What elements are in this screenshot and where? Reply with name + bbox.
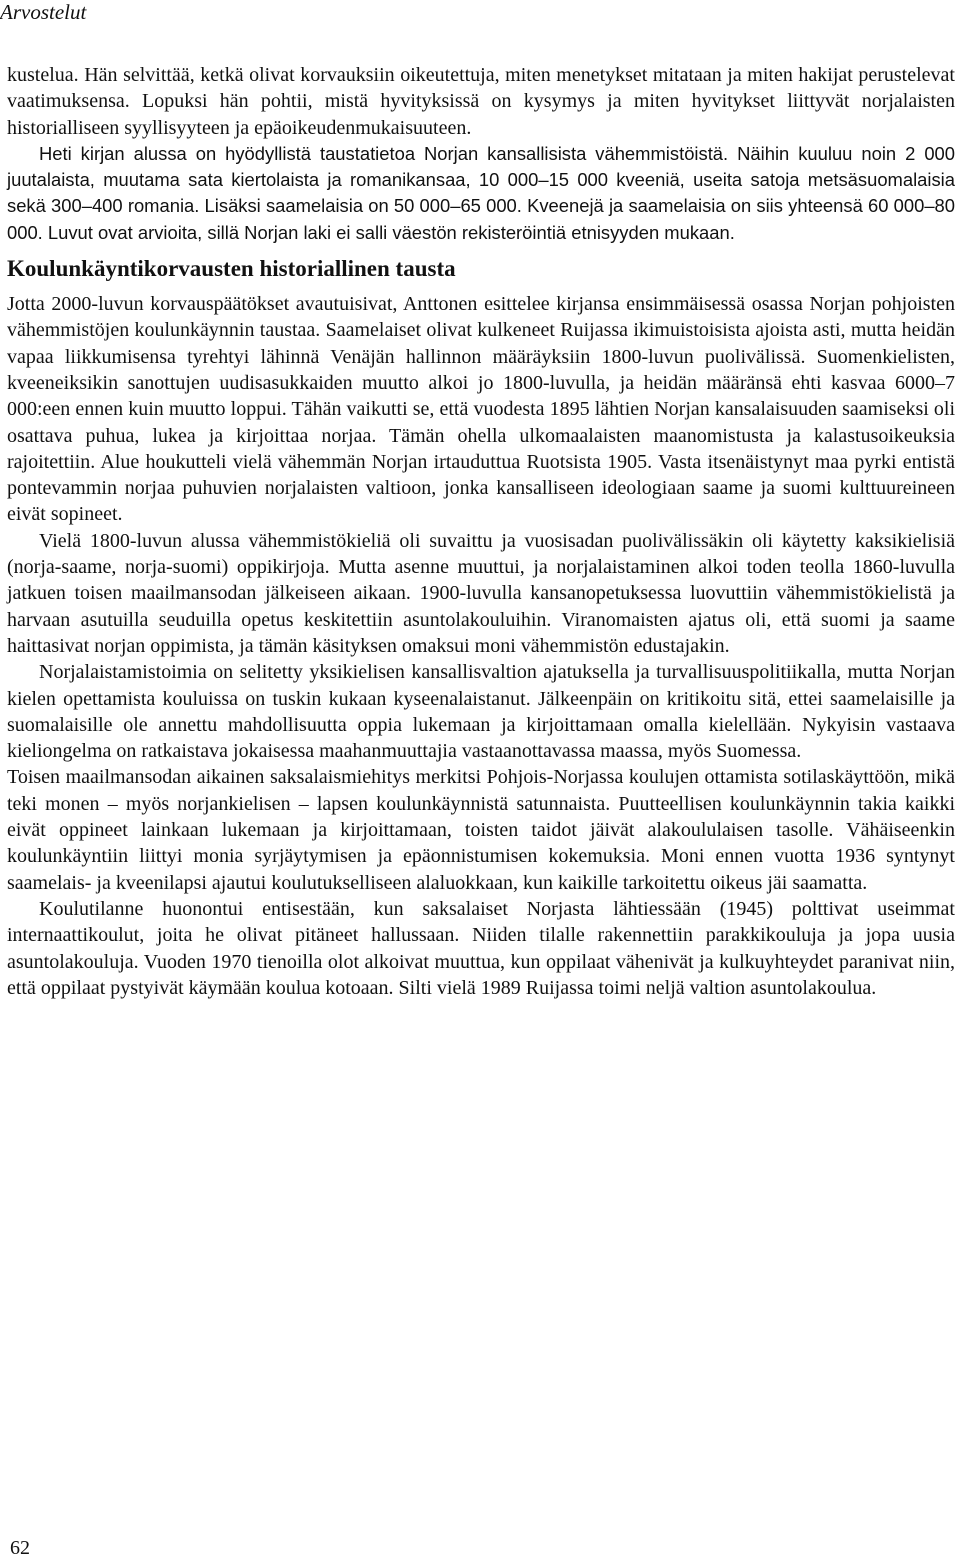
running-header: Arvostelut xyxy=(0,0,87,24)
page-number: 62 xyxy=(10,1537,30,1559)
body-paragraph: Heti kirjan alussa on hyödyllistä taustatietoa Norjan kansallisista vähemmistöistä. Näihin kuuluu noin 2 000 juutalaista, muutama sata kiertolaista ja romanikansaa, 10 000–15 000 kveeniä, useita satoja metsäsuomalaisia sekä 300–400 romania. Lisäksi saamelaisia on 50 000–65 000. Kveenejä ja saamelaisia on siis yhteensä 60 000–80 000. Luvut ovat arvioita, sillä Norjan laki ei salli väestön rekisteröintiä etnisyyden mukaan. xyxy=(7,142,955,243)
body-paragraph: Norjalaistamistoimia on selitetty yksikielisen kansallisvaltion ajatuksella ja turvallisuuspolitiikalla, mutta Norjan kielen opettamista kouluissa on tuskin kukaan kyseenalaistanut. Jälkeenpäin on kritikoitu sitä, ettei saamelaisille ja suomalaisille ole annettu mahdollisuutta oppia lukemaan ja kirjoittamaan omalla kielellään. Nykyisin vastaava kieliongelma on ratkaistava jokaisessa maahanmuuttajia vastaanottavassa maassa, myös Suomessa. xyxy=(7,661,955,763)
article-body xyxy=(7,62,955,1001)
body-paragraph: Toisen maailmansodan aikainen saksalaismiehitys merkitsi Pohjois-Norjassa koulujen ottamista sotilaskäyttöön, mikä teki monen – myös norjankielisen – lapsen koulunkäynnistä satunnaista. Puutteellisen koulunkäynnin takia kaikki eivät oppineet lainkaan lukemaan ja kirjoittamaan, toisten taidot jäivät alakoululaisen tasolle. Vähäiseenkin koulunkäyntiin liittyi monia syrjäytymisen ja epäonnistumisen kokemuksia. Moni ennen vuotta 1936 syntynyt saamelais- ja kveenilapsi ajautui koulutukselliseen alaluokkaan, kun kaikille tarkoitettu oikeus jäi saamatta. xyxy=(7,766,955,894)
section-heading: Koulunkäyntikorvausten historiallinen tausta xyxy=(7,256,456,282)
body-paragraph: Koulutilanne huonontui entisestään, kun saksalaiset Norjasta lähtiessään (1945) polttivat useimmat internaattikoulut, joita he olivat pitäneet hallussaan. Niiden tilalle rakennettiin parakkikouluja ja jopa uusia asuntolakouluja. Vuoden 1970 tienoilla olot alkoivat muuttua, kun oppilaat vähenivät ja kulkuyhteydet paranivat niin, että oppilaat pystyivät käymään koulua kotoaan. Silti vielä 1989 Ruijassa toimi neljä valtion asuntolakoulua. xyxy=(7,897,955,999)
body-paragraph: Vielä 1800-luvun alussa vähemmistökieliä oli suvaittu ja vuosisadan puolivälissäkin oli käytetty kaksikielisiä (norja-saame, norja-suomi) oppikirjoja. Mutta asenne muuttui, ja norjalaistaminen alkoi toden teolla 1860-luvulla jatkuen toisen maailmansodan jälkeiseen aikaan. 1900-luvulla kansanopetuksessa luovuttiin vähemmistökielistä ja harvaan asutuilla seuduilla opetus keskitettiin asuntolakouluihin. Viranomaisten ajatus oli, että suomi ja saame haittasivat norjan oppimista, ja tämän käsityksen omaksui moni vähemmistön edustajakin. xyxy=(7,529,955,657)
body-paragraph: Jotta 2000-luvun korvauspäätökset avautuisivat, Anttonen esittelee kirjansa ensimmäisessä osassa Norjan pohjoisten vähemmistöjen koulunkäynnin taustaa. Saamelaiset olivat kulkeneet Ruijassa ikimuistoisista ajoista asti, mutta heidän vapaa liikkumisensa tyrehtyi lähinnä Venäjän hallinnon määräyksiin 1800-luvun puolivälissä. Suomenkielisten, kveeneiksikin sanottujen uudisasukkaiden muutto alkoi jo 1800-luvulla, ja heidän määränsä ehti kasvaa 6000–7 000:een ennen kuin muutto loppui. Tähän vaikutti se, että vuodesta 1895 lähtien Norjan kansalaisuuden saamiseksi oli osattava puhua, lukea ja kirjoittaa norjaa. Tämän ohella ulkomaalaisten maanomistusta ja kalastusoikeuksia rajoitettiin. Alue houkutteli vielä vähemmän Norjan irtauduttua Ruotsista 1905. Vasta itsenäistynyt maa pyrki entistä pontevammin norjaa puhuvien norjalaisten valtioon, jonka kansalliseen ideologiaan saame ja suomi kulttuureineen eivät sopineet. xyxy=(7,293,955,526)
body-paragraph: kustelua. Hän selvittää, ketkä olivat korvauksiin oikeutettuja, miten menetykset mitataan ja miten hakijat perustelevat vaatimuksensa. Lopuksi hän pohtii, mistä hyvityksissä on kysymys ja miten hyvitykset liittyvät norjalaisten historialliseen syyllisyyteen ja epäoikeudenmukaisuuteen. xyxy=(7,64,955,139)
